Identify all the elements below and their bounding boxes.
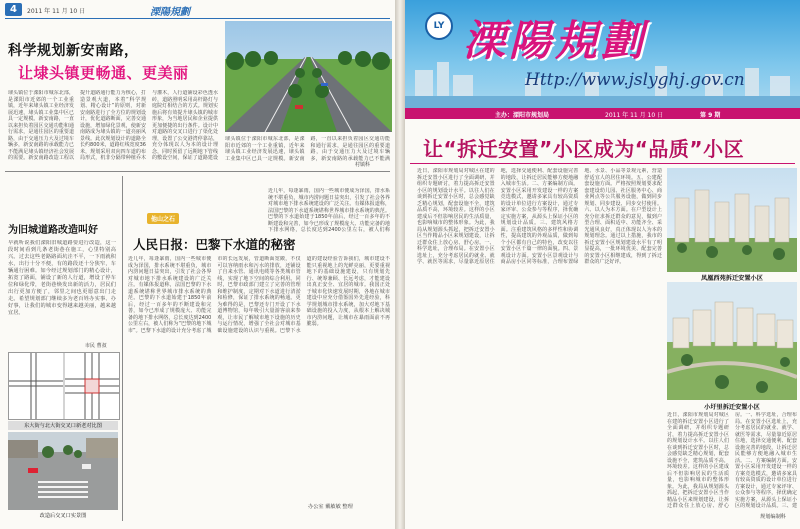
- side-author: 市民 曹叔: [85, 343, 107, 349]
- masthead-title: 溧陽規劃: [463, 16, 648, 65]
- side-divider: [122, 176, 123, 521]
- masthead-info-bar: [405, 108, 800, 119]
- feature-body-text: 近几年，每逢暴雨，国内一些城市便成为泽国，排水系统不堪重负，城市内涝问题日益突出，引发了社会各界对城市地下排水系统建设的广泛关注。有媒体报道称，法国巴黎的下水道系统堪称世界城市排水系统的典范。巴黎的下水道始建于1850年前后，经过一百多年的不断建设和完善，如今已形成了规模庞大、功能完备的地下排水网络，总长度达到2400公里左右，被人们称为“巴黎的地下城市”。巴黎下水道的设计充分考虑了城市的长远发展，管道断面宽敞，不仅可以容纳雨水和污水的排放，还铺设了自来水管、通讯电缆等各类城市管线，实现了地下空间的综合利用。同时，巴黎市政部门建立了完善的管理和维护制度，定期对下水道进行清淤和检修，保证了排水系统的畅通。更为难得的是，巴黎还专门开设了下水道博物馆，每年吸引大量游客前来参观，让市民了解城市地下设施的历史与运行情况，增强了全社会对城市基础设施建设的认识与重视。巴黎下水道的建设经验告诉我们，城市建设不能只重视地上的光鲜亮丽，更要重视地下的基础设施建设，只有规划先行、统筹兼顾、长远考虑，才能建设出真正安全、宜居的城市。我国正处于城市化快速发展时期，各地在城市建设中应充分借鉴国外先进经验，科学规划城市排水系统，加大对地下基础设施的投入力度，从根本上解决城市内涝问题，让城市在暴雨面前不再脆弱。: [128, 256, 390, 334]
- masthead: [405, 0, 800, 108]
- feature-headline: 人民日报：巴黎下水道的秘密: [133, 237, 296, 252]
- main-body-text: 近日，溧阳市规划局对城区在建的拆迁安置小区进行了全面调研，并组织专题研讨，着力提高拆迁安置小区的规划设计水平。以往人们在谈到拆迁安置小区时，总会感觉缺乏精心规划，配套设施不全，建筑品质不高，环境较差。这样的小区建成后不但影响居民的生活质量，也影响城市的整体形象。为此，我局从规划源头抓起，把拆迁安置小区当作精品小区来规划建设，让拆迁群众住上放心房、舒心房。一、科学选址，合理布局。在安置小区选址上，充分考虑居民的就业、就学、就医等需求，尽量靠近原居住地，选择交通便利、配套设施完善的地段，让拆迁居民能够方便地融入城市生活。二、方案编制方面。安置小区采用开发建设一样的方案竞选模式，邀请多家具有较高资质的设计单位进行方案设计，通过专家评审、公众参与等程序，择优确定实施方案，从源头上保证小区的规划设计品质。三、建筑风格方面。注重建筑风格的多样性和协调性，提高建筑的外观品质，做到每个小区都有自己的特色，改变以往安置小区千篇一律的面貌。四、景观设计方面。安置小区景观设计与商品房小区同等标准，合理布置绿地、水景、小品等景观元素，营造舒适宜人的居住环境。五、公建配套设施方面。严格按照规划要求配套建设幼儿园、社区服务中心、商业网点等公共服务设施，做到同步规划、同步建设、同步交付使用。六、以人为本方面。在户型设计上充分征求拆迁群众的意见，做到户型合理、面积适中、功能齐全、采光通风良好，真正体现以人为本的规划理念。通过以上措施，我市的拆迁安置小区规划建设水平有了明显提高，一批环境优美、配套完善的安置小区相继建成，得到了拆迁群众的广泛好评。: [417, 168, 662, 265]
- main-body-text-continued: 近日，溧阳市规划局对城区在建的拆迁安置小区进行了全面调研，并组织专题研讨，着力提高拆迁安置小区的规划设计水平。以往人们在谈到拆迁安置小区时，总会感觉缺乏精心规划，配套设施不全，建筑品质不高，环境较差。这样的小区建成后不但影响居民的生活质量，也影响城市的整体形象。为此，我局从规划源头抓起，把拆迁安置小区当作精品小区来规划建设，让拆迁群众住上放心房、舒心房。一、科学选址，合理布局。在安置小区选址上，充分考虑居民的就业、就学、就医等需求，尽量靠近原居住地，选择交通便利、配套设施完善的地段，让拆迁居民能够方便地融入城市生活。二、方案编制方面。安置小区采用开发建设一样的方案竞选模式，邀请多家具有较高资质的设计单位进行方案设计，通过专家评审、公众参与等程序，择优确定实施方案，从源头上保证小区的规划设计品质。三、建: [667, 412, 797, 509]
- masthead-sponsor: 主办：溧阳市规划局: [495, 112, 550, 119]
- street-caption: 改造后交叉口实景图: [39, 513, 87, 519]
- feature-kicker: 他山之石: [147, 213, 179, 224]
- intersection-comparison-map: [8, 352, 120, 420]
- page-gutter: [395, 0, 405, 529]
- xiaoweili-photo: [667, 282, 797, 400]
- lead-body-text: 埭头镇位于溧阳市城东北部，是溧阳市近郊的一个工业重镇，近年来埭头镇工业经济发展迅速，埭头镇工业集中区已具一定规模。新安南路，一直以来担负着园区交通功能和通行需求，是通往园区的重要道路，由于交通压力大及过境车辆多，新安南路的承载能力已不能满足埭头镇经济社会发展的需要。新安南路改造工程以提升道路通行能力为核心，打造景观大道，本着“科学规划、精心设计”的原则，对新安南路进行了全方位的规划设计，优化道路断面，完善交通设施，增加绿化景观，使新安南路成为埭头镇的一道亮丽风景线。此次规划设计的道路全长约800米，道路红线宽度36米，规划采用双向四车道的布局形式，机非分隔带种植乔木与灌木，人行道铺设彩色透水砖，道路照明采用高杆路灯与庭院灯相结合的方式。规划实施后将有效提升埭头镇的城市形象，为当地居民和企业提供更加便捷的出行条件。设计中对道路的交叉口进行了渠化处理，设置了公交港湾停靠站，充分体现以人为本的设计理念，同时预留了远期地下管线的敷设空间，保证了道路建设: [8, 90, 218, 161]
- lead-headline-2: 让埭头镇更畅通、更美丽: [18, 64, 189, 82]
- masthead-logo-icon: LY: [425, 12, 453, 40]
- right-author: 规划编制科: [760, 514, 786, 520]
- masthead-date: 2011 年 11 月 10 日: [605, 112, 664, 119]
- photo2-caption: 小圩里拆迁安置小区: [704, 404, 760, 411]
- map-caption: 东大街与北大街交叉口新老对比图: [8, 421, 118, 430]
- lead-author: 村镇科: [355, 162, 371, 168]
- left-page: [0, 0, 395, 529]
- header-date: 2011 年 11 月 10 日: [27, 8, 86, 15]
- feature-body-intro: 近几年，每逢暴雨，国内一些城市便成为泽国，排水系统不堪重负，城市内涝问题日益突出，引发了社会各界对城市地下排水系统建设的广泛关注。有媒体报道称，法国巴黎的下水道系统堪称世界城市排水系统的典范。巴黎的下水道始建于1850年前后，经过一百多年的不断建设和完善，如今已形成了规模庞大、功能完备的地下排水网络，总长度达到2400公里左右，被人们称: [268, 188, 390, 233]
- photo1-caption: 凤凰西苑拆迁安置小区: [701, 275, 763, 282]
- fenghuang-xiyuan-photo: [667, 168, 797, 272]
- page-number-badge: 4: [5, 3, 22, 16]
- masthead-url: Http://www.jslyghj.gov.cn: [525, 70, 745, 90]
- right-page: [405, 0, 800, 529]
- header-brand: 溧陽規劃: [150, 7, 190, 18]
- intersection-street-photo: [8, 432, 118, 510]
- lead-body-text-continued: 埭头镇位于溧阳市城东北部，是溧阳市近郊的一个工业重镇，近年来埭头镇工业经济发展迅速，埭头镇工业集中区已具一定规模。新安南路，一直以来担负着园区交通功能和通行需求，是通往园区的重要道路，由于交通压力大及过境车辆多，新安南路的承载能力已不能满: [225, 136, 390, 162]
- feature-author: 办公室 戴敏敏 整理: [308, 504, 353, 510]
- road-rendering-photo: [225, 21, 392, 132]
- side-body-text: 早就听说我们溧阳旧城道路要进行改造，这一段时间看到几条老街巷在施工，心里特别高兴。过去这些老路路面坑洼不平，一下雨就积水，出行十分不便，有的路段还十分狭窄，车辆通行困难。如今经过规划部门的精心设计，拓宽了路面，铺设了新的人行道，增设了停车位和绿化带，老街巷焕发出新的活力，居民们出行更加方便了，邻里之间也更愿意出门走走。希望规划部门继续多为老百姓办实事、办好事，让我们的城市变得越来越美丽，越来越宜居。: [8, 240, 116, 316]
- main-headline: 让“拆迁安置”小区成为“品质”小区: [423, 137, 745, 161]
- headline-rule: [410, 163, 795, 164]
- section-divider: [5, 171, 390, 172]
- header-rule: [5, 18, 390, 19]
- masthead-issue: 第 9 期: [700, 112, 721, 119]
- lead-headline-1: 科学规划新安南路，: [8, 43, 139, 59]
- side-headline: 为旧城道路改造叫好: [8, 225, 98, 236]
